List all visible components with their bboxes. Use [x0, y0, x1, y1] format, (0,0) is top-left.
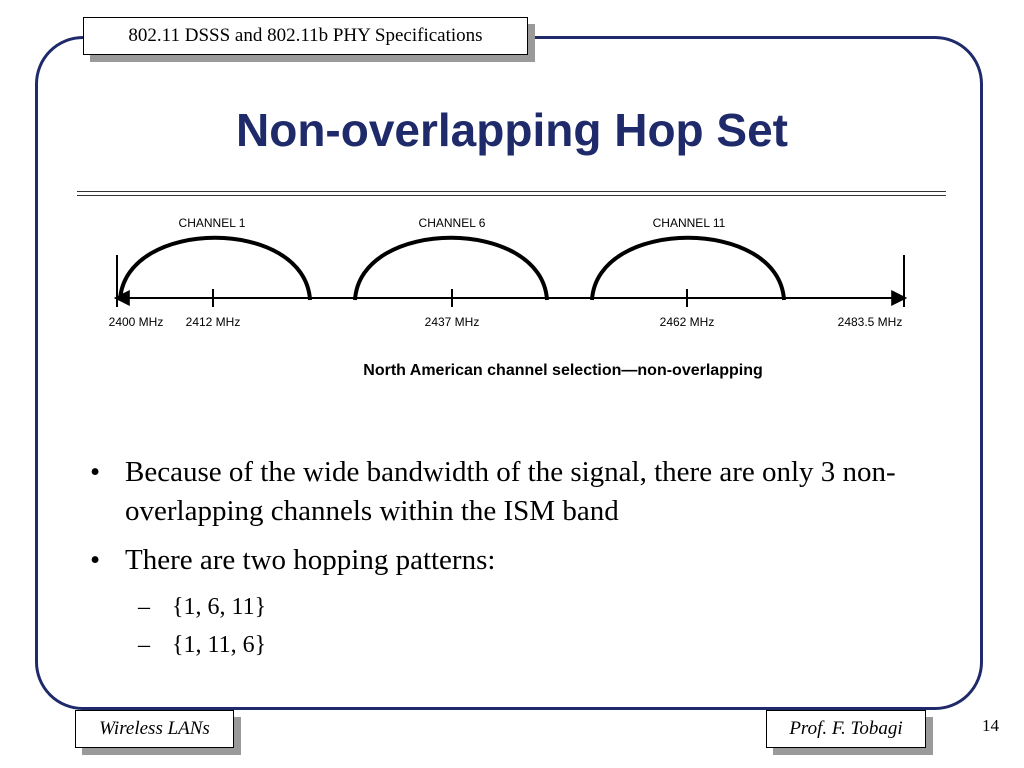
footer-author-tag: [766, 710, 926, 748]
channel-diagram: [95, 205, 925, 395]
page-number: 14: [982, 716, 999, 735]
tick-label-2483-5: 2483.5 MHz: [837, 315, 903, 329]
tick-label-2462: 2462 MHz: [659, 315, 715, 329]
sub-bullet-text: {1, 6, 11}: [172, 594, 267, 620]
footer-course-tag: [75, 710, 234, 748]
header-tag: [83, 17, 528, 55]
sub-bullet-item: [90, 590, 970, 624]
diagram-caption: North American channel selection—non-overlapping: [363, 362, 763, 379]
bullet-list: [90, 453, 970, 666]
tick-label-2412: 2412 MHz: [185, 315, 241, 329]
tick-label-2437: 2437 MHz: [424, 315, 480, 329]
sub-bullet-marker: –: [138, 594, 150, 620]
tick-label-2400: 2400 MHz: [108, 315, 164, 329]
title-divider: [77, 191, 946, 192]
channel-1-curve: [120, 238, 310, 300]
bullet-text: Because of the wide bandwidth of the signal, there are only 3 non-overlapping channels within the ISM band: [125, 456, 896, 527]
bullet-text: There are two hopping patterns:: [125, 544, 496, 576]
sub-bullet-text: {1, 11, 6}: [172, 632, 267, 658]
header-tag-text: 802.11 DSSS and 802.11b PHY Specifications: [128, 25, 483, 46]
bullet-item: [90, 541, 970, 580]
title-divider-secondary: [77, 195, 946, 196]
sub-bullet-item: [90, 628, 970, 662]
channel-6-label: CHANNEL 6: [418, 216, 486, 230]
bullet-item: [90, 453, 970, 531]
channel-1-label: CHANNEL 1: [178, 216, 246, 230]
footer-author-text: Prof. F. Tobagi: [789, 718, 903, 739]
slide-title: Non-overlapping Hop Set: [236, 104, 788, 156]
bullet-marker: •: [90, 544, 101, 576]
bullet-marker: •: [90, 456, 101, 488]
footer-course-text: Wireless LANs: [99, 718, 210, 739]
sub-bullet-marker: –: [138, 632, 150, 658]
channel-11-label: CHANNEL 11: [652, 216, 726, 230]
